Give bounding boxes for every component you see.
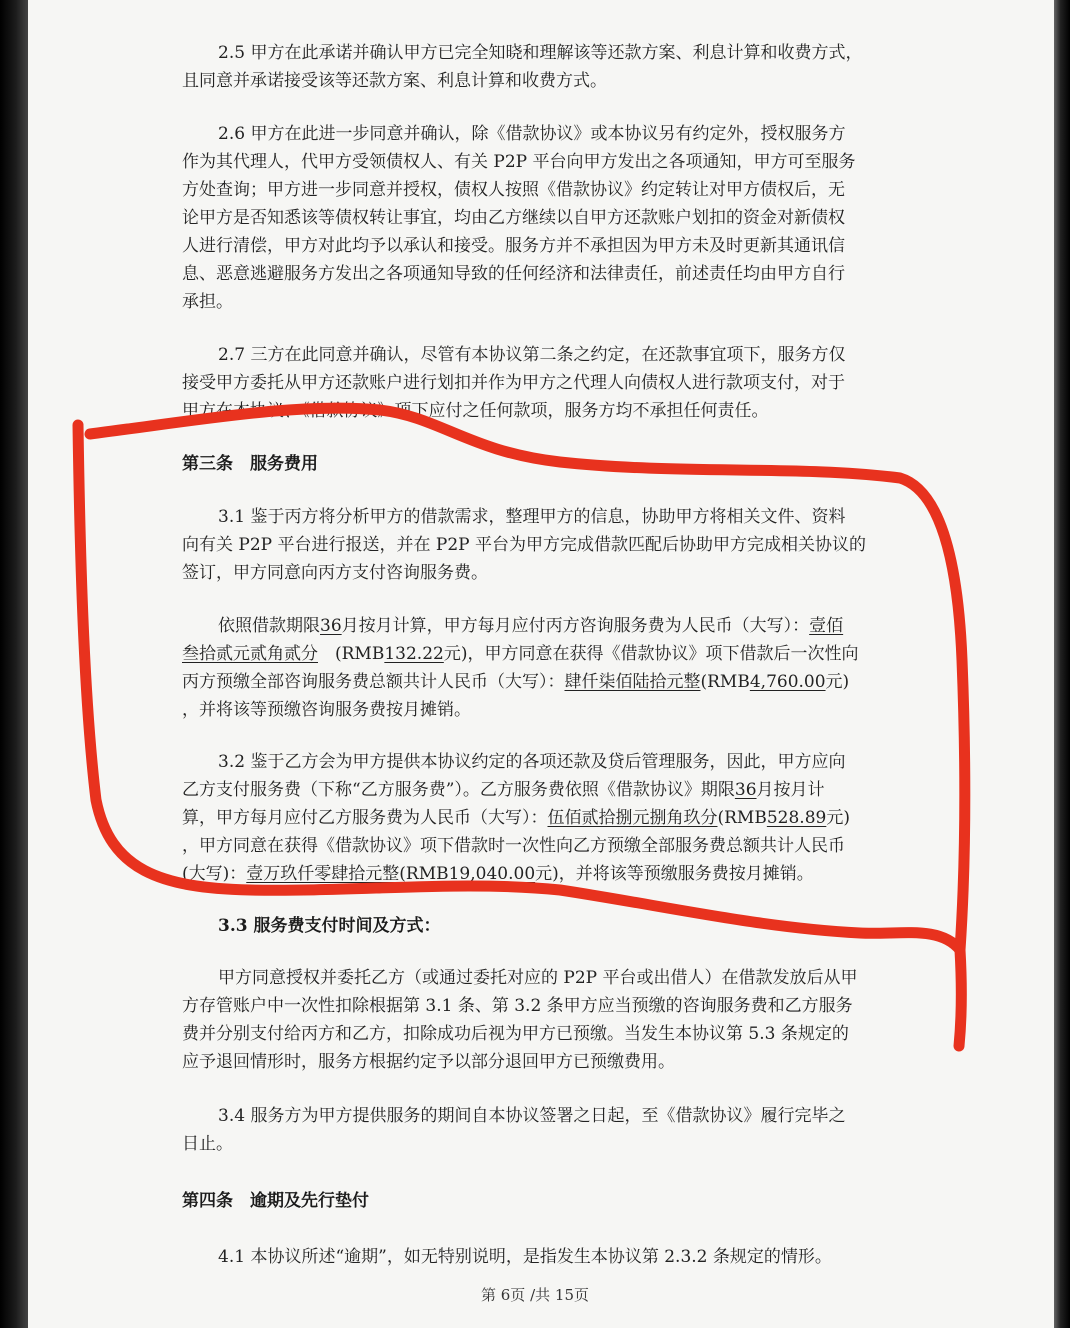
- text-line: 人进行清偿，甲方对此均予以承认和接受。服务方并不承担因为甲方未及时更新其通讯信: [182, 236, 845, 256]
- text-line: 丙方预缴全部咨询服务费总额共计人民币（大写）：肆仟柒佰陆拾元整(RMB4,760.00元): [182, 672, 850, 692]
- text-line: 2.5 甲方在此承诺并确认甲方已完全知晓和理解该等还款方案、利息计算和收费方式，: [218, 43, 863, 63]
- text-line: 2.6 甲方在此进一步同意并确认，除《借款协议》或本协议另有约定外，授权服务方: [218, 124, 846, 144]
- text-line: 3.1 鉴于丙方将分析甲方的借款需求，整理甲方的信息，协助甲方将相关文件、资料: [218, 507, 846, 527]
- total-service-fee-words: 壹万玖仟零肆拾元整: [246, 864, 400, 884]
- text-line: 甲方同意授权并委托乙方（或通过委托对应的 P2P 平台或出借人）在借款发放后从甲: [218, 968, 858, 988]
- text-line: 签订，甲方同意向丙方支付咨询服务费。: [182, 563, 488, 583]
- total-consult-fee-amount: 4,760.00: [749, 672, 826, 692]
- text-line: 方存管账户中一次性扣除根据第 3.1 条、第 3.2 条甲方应当预缴的咨询服务费和乙方服务: [182, 996, 853, 1016]
- text-line: 依照借款期限36月按月计算，甲方每月应付丙方咨询服务费为人民币（大写）：壹佰: [218, 616, 844, 636]
- text-line: 息、恶意逃避服务方发出之各项通知导致的任何经济和法律责任，前述责任均由甲方自行: [182, 264, 845, 284]
- text-line: 向有关 P2P 平台进行报送，并在 P2P 平台为甲方完成借款匹配后协助甲方完成相关协议的: [182, 535, 866, 555]
- text-line: 甲方在本协议、《借款协议》项下应付之任何款项，服务方均不承担任何责任。: [182, 401, 769, 421]
- page-number-footer: 第 6页 /共 15页: [481, 1286, 589, 1304]
- monthly-service-fee-words: 伍佰贰拾捌元捌角玖分: [547, 808, 718, 828]
- text-line: 3.2 鉴于乙方会为甲方提供本协议约定的各项还款及贷后管理服务，因此，甲方应向: [218, 752, 846, 772]
- text-line: 论甲方是否知悉该等债权转让事宜，均由乙方继续以自甲方还款账户划扣的资金对新债权: [182, 208, 845, 228]
- text-line: 承担。: [182, 292, 233, 312]
- total-consult-fee-words: 肆仟柒佰陆拾元整: [564, 672, 701, 692]
- monthly-consult-fee-words-cont: 叁拾贰元贰角贰分: [182, 644, 318, 664]
- red-freehand-stroke: [78, 408, 965, 950]
- text-line: 应予退回情形时，服务方根据约定予以部分退回甲方已预缴费用。: [182, 1052, 675, 1072]
- text-line: 叁拾贰元贰角贰分 (RMB132.22元)，甲方同意在获得《借款协议》项下借款后一次性向: [182, 644, 859, 664]
- text-line: 算，甲方每月应付乙方服务费为人民币（大写）：伍佰贰拾捌元捌角玖分(RMB528.89元): [182, 808, 850, 828]
- article-4-heading: 第四条 逾期及先行垫付: [182, 1191, 369, 1211]
- service-term-months: 36: [734, 780, 757, 800]
- text-line: 乙方支付服务费（下称“乙方服务费”）。乙方服务费依照《借款协议》期限36月按月计: [182, 780, 825, 800]
- text-line: 日止。: [182, 1134, 233, 1154]
- text-line: 费并分别支付给丙方和乙方，扣除成功后视为甲方已预缴。当发生本协议第 5.3 条规定的: [182, 1024, 849, 1044]
- text-line: 接受甲方委托从甲方还款账户进行划扣并作为甲方之代理人向债权人进行款项支付，对于: [182, 373, 845, 393]
- monthly-consult-fee-words: 壹佰: [809, 616, 844, 636]
- text-line: 作为其代理人，代甲方受领债权人、有关 P2P 平台向甲方发出之各项通知，甲方可至服务: [182, 152, 856, 172]
- monthly-consult-fee-amount: 132.22: [384, 644, 444, 664]
- text-line: ，甲方同意在获得《借款协议》项下借款时一次性向乙方预缴全部服务费总额共计人民币: [182, 836, 845, 856]
- red-freehand-tail: [959, 950, 961, 1046]
- text-line: 3.4 服务方为甲方提供服务的期间自本协议签署之日起，至《借款协议》履行完毕之: [218, 1106, 846, 1126]
- text-line: 方处查询；甲方进一步同意并授权，债权人按照《借款协议》约定转让对甲方债权后，无: [182, 180, 845, 200]
- total-service-fee-amount: 19,040.00: [448, 864, 536, 884]
- monthly-service-fee-amount: 528.89: [766, 808, 827, 828]
- section-3-3-heading: 3.3 服务费支付时间及方式：: [218, 916, 441, 936]
- text-line: (大写)：壹万玖仟零肆拾元整(RMB19,040.00元)，并将该等预缴服务费按月摊销。: [182, 864, 814, 884]
- paragraph-4-1: 4.1 本协议所述“逾期”，如无特别说明，是指发生本协议第 2.3.2 条规定的情形。: [218, 1247, 832, 1267]
- text-line: 2.7 三方在此同意并确认，尽管有本协议第二条之约定，在还款事宜项下，服务方仅: [218, 345, 846, 365]
- article-3-heading: 第三条 服务费用: [182, 454, 318, 474]
- loan-term-months: 36: [320, 616, 342, 636]
- text-line: ，并将该等预缴咨询服务费按月摊销。: [182, 700, 471, 720]
- text-line: 且同意并承诺接受该等还款方案、利息计算和收费方式。: [182, 71, 607, 91]
